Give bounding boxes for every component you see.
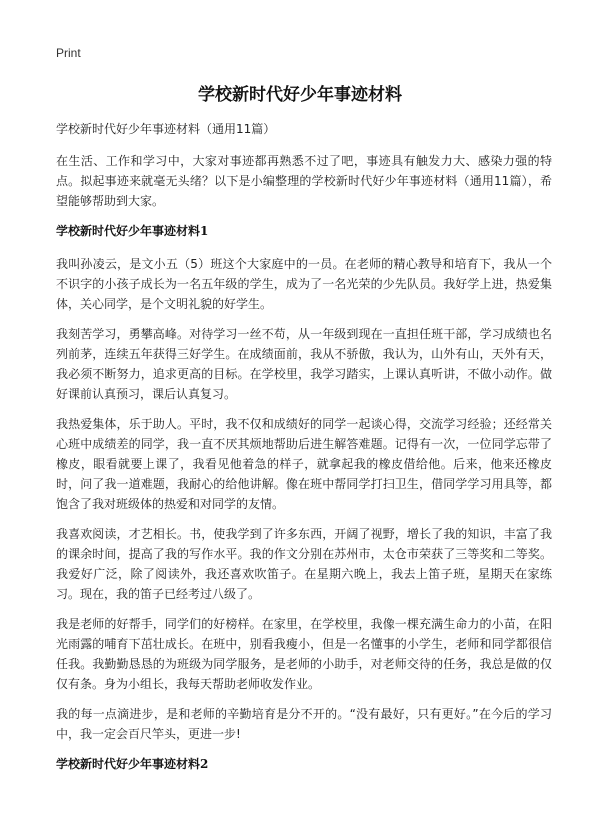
section-heading: 学校新时代好少年事迹材料1 — [56, 224, 209, 238]
body-paragraph: 我是老师的好帮手，同学们的好榜样。在家里，在学校里，我像一棵充满生命力的小苗，在阳光雨露的哺育下茁壮成长。在班中，别看我瘦小，但是一名懂事的小学生，老师和同学都很信任我。我勤勤恳恳的为班级为同学服务，是老师的小助手，对老师交待的任务，我总是做的仅仅有条。身为小组长，我每天帮助老师收发作业。 — [56, 617, 552, 691]
body-paragraph: 我热爱集体，乐于助人。平时，我不仅和成绩好的同学一起谈心得，交流学习经验；还经常关心班中成绩差的同学，我一直不厌其烦地帮助后进生解答难题。记得有一次，一位同学忘带了橡皮，眼看就要上课了，我看见他着急的样子，就拿起我的橡皮借给他。后来，他来还橡皮时，问了我一道难题，我耐心的给他讲解。像在班中帮同学打扫卫生，借同学学习用具等，都饱含了我对班级体的热爱和对同学的友情。 — [56, 417, 552, 511]
document-body — [56, 151, 552, 787]
print-link[interactable]: Print — [56, 46, 81, 60]
body-paragraph: 我的每一点滴进步，是和老师的辛勤培育是分不开的。“没有最好，只有更好。”在今后的学习中，我一定会百尺竿头，更进一步! — [56, 707, 552, 741]
section-heading: 学校新时代好少年事迹材料2 — [56, 757, 209, 771]
document-subtitle: 学校新时代好少年事迹材料（通用11篇） — [56, 122, 276, 136]
body-paragraph: 我叫孙凌云，是文小五（5）班这个大家庭中的一员。在老师的精心教导和培育下，我从一个不识字的小孩子成长为一名五年级的学生，成为了一名光荣的少先队员。我好学上进，热爱集体，关心同学，是个文明礼貌的好学生。 — [56, 257, 552, 311]
document-title: 学校新时代好少年事迹材料 — [198, 85, 402, 105]
body-paragraph: 我喜欢阅读，才艺相长。书，使我学到了许多东西，开阔了视野，增长了我的知识，丰富了我的课余时间，提高了我的写作水平。我的作文分别在苏州市，太仓市荣获了三等奖和二等奖。我爱好广泛，除了阅读外，我还喜欢吹笛子。在星期六晚上，我去上笛子班，星期天在家练习。现在，我的笛子已经考过八级了。 — [56, 527, 552, 601]
intro-paragraph: 在生活、工作和学习中，大家对事迹都再熟悉不过了吧，事迹具有触发力大、感染力强的特点。拟起事迹来就毫无头绪？以下是小编整理的学校新时代好少年事迹材料（通用11篇），希望能够帮助到大家。 — [56, 154, 552, 208]
body-paragraph: 我刻苦学习，勇攀高峰。对待学习一丝不苟，从一年级到现在一直担任班干部，学习成绩也名列前茅，连续五年获得三好学生。在成绩面前，我从不骄傲，我认为，山外有山，天外有天，我必须不断努力，追求更高的目标。在学校里，我学习踏实，上课认真听讲，不做小动作。做好课前认真预习，课后认真复习。 — [56, 327, 552, 401]
